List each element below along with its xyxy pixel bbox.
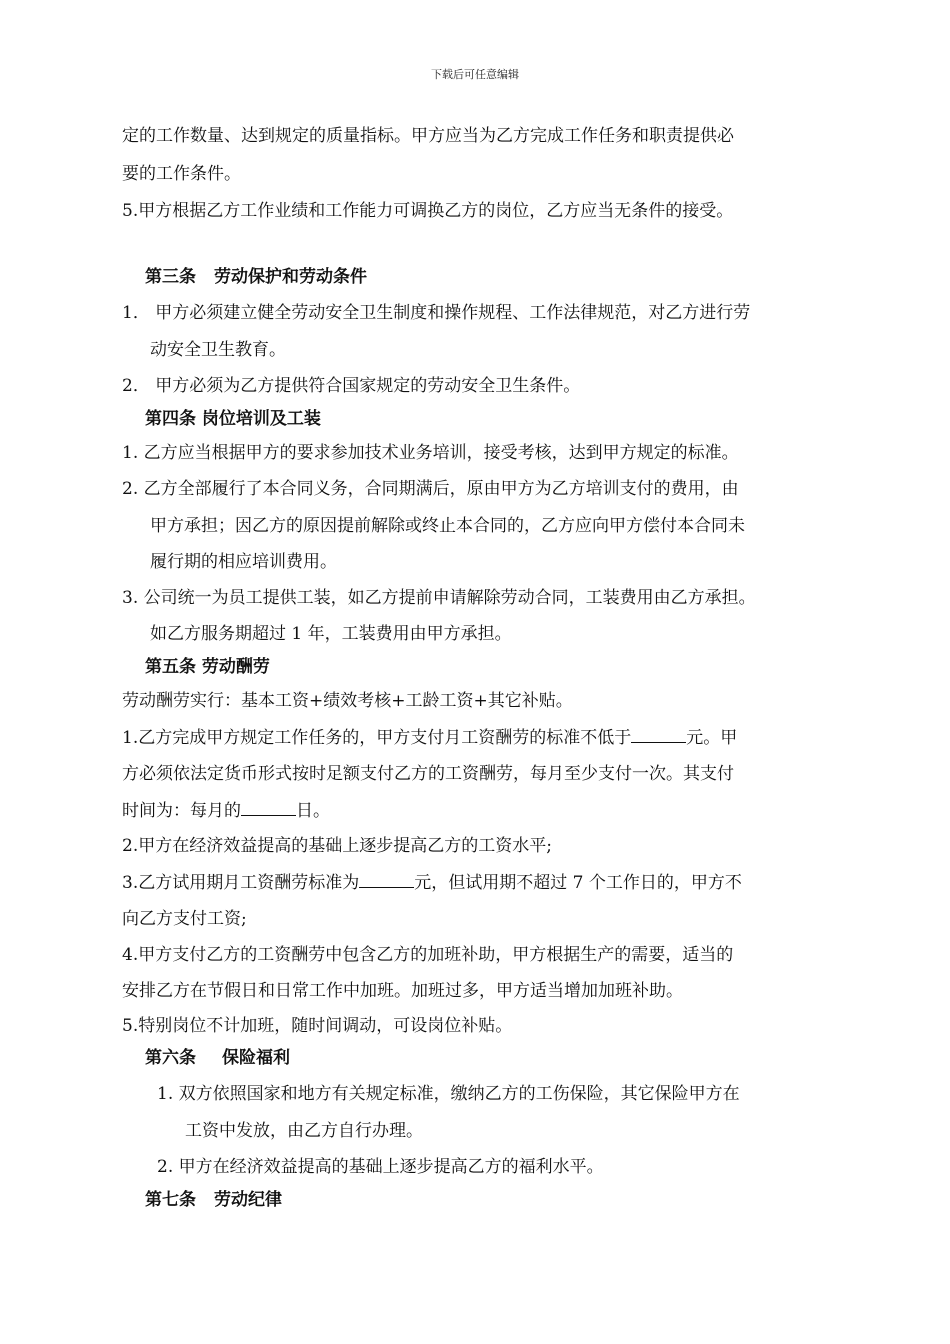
article-4-heading: 第四条 岗位培训及工装 bbox=[145, 409, 321, 429]
article-title: 保险福利 bbox=[222, 1048, 290, 1068]
article-title: 劳动纪律 bbox=[214, 1190, 282, 1210]
paragraph-line: 3. 公司统一为员工提供工装，如乙方提前申请解除劳动合同，工装费用由乙方承担。 bbox=[122, 588, 756, 608]
fill-in-blank[interactable] bbox=[631, 727, 686, 743]
line-text: 元。甲 bbox=[686, 728, 738, 748]
paragraph-line: 2.甲方在经济效益提高的基础上逐步提高乙方的工资水平; bbox=[122, 836, 552, 856]
paragraph-line: 定的工作数量、达到规定的质量指标。甲方应当为乙方完成工作任务和职责提供必 bbox=[122, 126, 734, 146]
paragraph-line: 安排乙方在节假日和日常工作中加班。加班过多，甲方适当增加加班补助。 bbox=[122, 981, 683, 1001]
paragraph-line: 1. 乙方应当根据甲方的要求参加技术业务培训，接受考核，达到甲方规定的标准。 bbox=[122, 443, 739, 463]
line-text: 1.乙方完成甲方规定工作任务的，甲方支付月工资酬劳的标准不低于 bbox=[122, 728, 632, 748]
paragraph-line: 2. 甲方在经济效益提高的基础上逐步提高乙方的福利水平。 bbox=[157, 1157, 604, 1177]
paragraph-line: 动安全卫生教育。 bbox=[150, 340, 286, 360]
page-header-note: 下载后可任意编辑 bbox=[431, 68, 519, 81]
line-text: 元，但试用期不超过 7 个工作日的，甲方不 bbox=[414, 873, 742, 893]
paragraph-line: 要的工作条件。 bbox=[122, 164, 241, 184]
paragraph-line: 劳动酬劳实行：基本工资+绩效考核+工龄工资+其它补贴。 bbox=[122, 691, 573, 711]
line-text: 3.乙方试用期月工资酬劳标准为 bbox=[122, 873, 360, 893]
paragraph-line-with-blank bbox=[122, 872, 742, 892]
article-number: 第三条 bbox=[145, 267, 196, 287]
paragraph-line: 履行期的相应培训费用。 bbox=[150, 552, 337, 572]
article-number: 第七条 bbox=[145, 1190, 196, 1210]
paragraph-line: 甲方承担；因乙方的原因提前解除或终止本合同的，乙方应向甲方偿付本合同未 bbox=[150, 516, 745, 536]
article-5-heading: 第五条 劳动酬劳 bbox=[145, 657, 270, 677]
article-6-heading bbox=[145, 1048, 290, 1068]
paragraph-line: 5.甲方根据乙方工作业绩和工作能力可调换乙方的岗位，乙方应当无条件的接受。 bbox=[122, 201, 734, 221]
paragraph-line: 如乙方服务期超过 1 年，工装费用由甲方承担。 bbox=[150, 624, 512, 644]
article-3-heading bbox=[145, 267, 367, 287]
article-number: 第六条 bbox=[145, 1048, 196, 1068]
paragraph-line: 4.甲方支付乙方的工资酬劳中包含乙方的加班补助，甲方根据生产的需要，适当的 bbox=[122, 945, 734, 965]
paragraph-line: 1. 双方依照国家和地方有关规定标准，缴纳乙方的工伤保险，其它保险甲方在 bbox=[157, 1084, 740, 1104]
paragraph-line: 2. 乙方全部履行了本合同义务，合同期满后，原由甲方为乙方培训支付的费用，由 bbox=[122, 479, 739, 499]
paragraph-line: 5.特别岗位不计加班，随时间调动，可设岗位补贴。 bbox=[122, 1016, 513, 1036]
paragraph-line: 向乙方支付工资; bbox=[122, 909, 247, 929]
paragraph-line-with-blank bbox=[122, 727, 737, 747]
article-title: 劳动保护和劳动条件 bbox=[214, 267, 367, 287]
paragraph-line: 方必须依法定货币形式按时足额支付乙方的工资酬劳，每月至少支付一次。其支付 bbox=[122, 764, 734, 784]
paragraph-line-with-blank bbox=[122, 800, 330, 820]
paragraph-line: 工资中发放，由乙方自行办理。 bbox=[185, 1121, 423, 1141]
article-7-heading bbox=[145, 1190, 282, 1210]
paragraph-line: 1． 甲方必须建立健全劳动安全卫生制度和操作规程、工作法律规范，对乙方进行劳 bbox=[122, 303, 751, 323]
paragraph-line: 2． 甲方必须为乙方提供符合国家规定的劳动安全卫生条件。 bbox=[122, 376, 581, 396]
fill-in-blank[interactable] bbox=[359, 872, 414, 888]
line-text: 时间为：每月的 bbox=[122, 801, 241, 821]
fill-in-blank[interactable] bbox=[241, 800, 296, 816]
line-text: 日。 bbox=[296, 801, 330, 821]
